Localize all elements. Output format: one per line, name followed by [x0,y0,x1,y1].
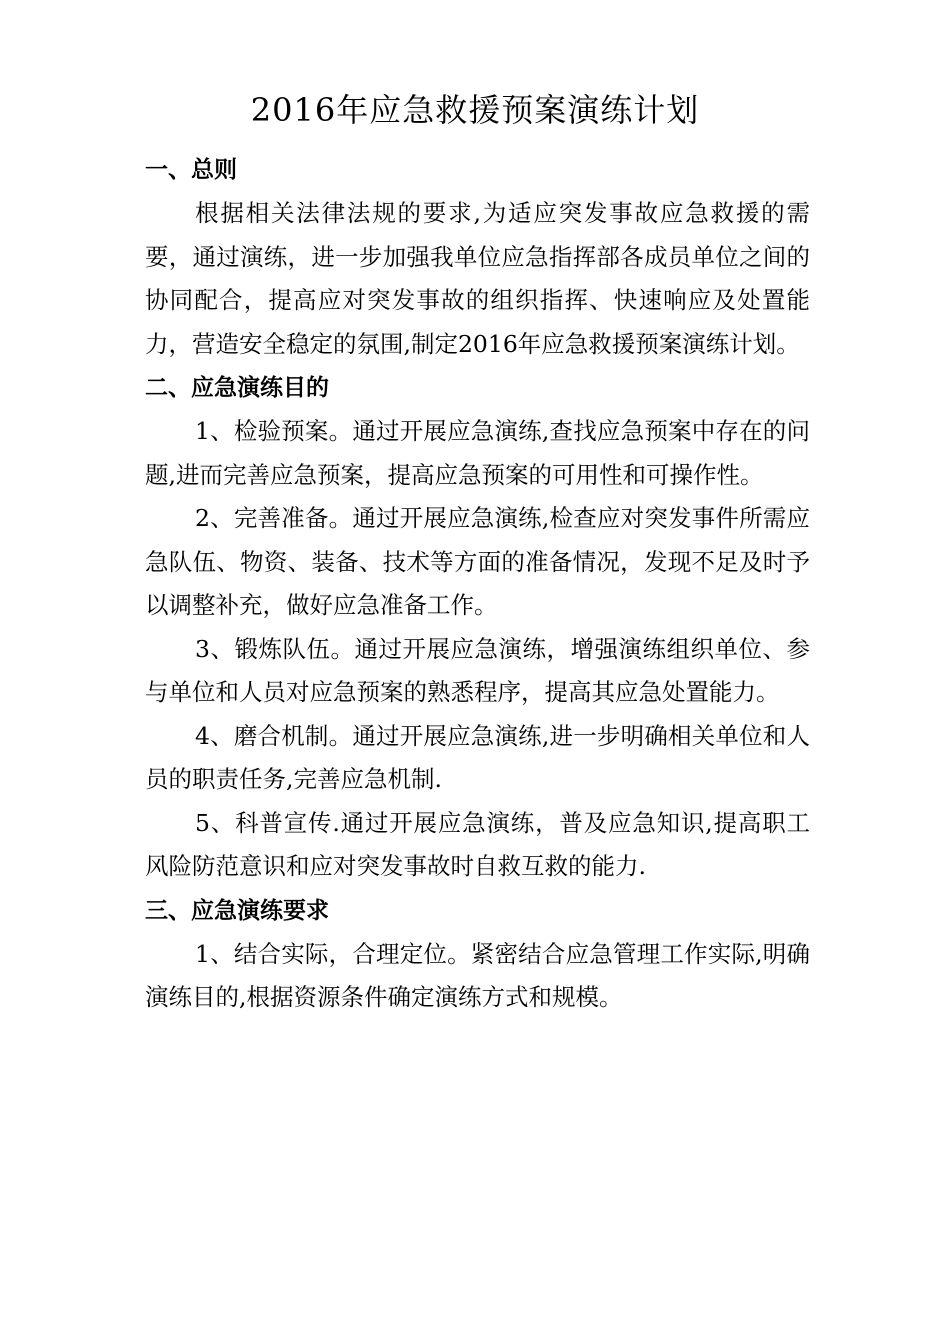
paragraph: 3、锻炼队伍。通过开展应急演练，增强演练组织单位、参与单位和人员对应急预案的熟悉程序，提高其应急处置能力。 [145,634,810,706]
section-drill-requirements [145,889,810,1020]
section-drill-purpose [145,366,810,889]
paragraph: 4、磨合机制。通过开展应急演练,进一步明确相关单位和人员的职责任务,完善应急机制. [145,721,810,793]
paragraph: 2、完善准备。通过开展应急演练,检查应对突发事件所需应急队伍、物资、装备、技术等方面的准备情况，发现不足及时予以调整补充，做好应急准备工作。 [145,504,810,619]
document-body [145,148,810,1020]
section-heading: 三、应急演练要求 [145,897,329,924]
paragraph: 1、结合实际，合理定位。紧密结合应急管理工作实际,明确演练目的,根据资源条件确定演练方式和规模。 [145,939,810,1011]
section-general [145,148,810,366]
document-title: 2016年应急救援预案演练计划 [250,91,700,129]
section-heading: 一、总则 [145,157,237,183]
paragraph: 5、科普宣传.通过开展应急演练，普及应急知识,提高职工风险防范意识和应对突发事故时自救互救的能力. [145,808,810,880]
section-heading: 二、应急演练目的 [145,375,329,401]
paragraph: 1、检验预案。通过开展应急演练,查找应急预案中存在的问题,进而完善应急预案，提高应急预案的可用性和可操作性。 [145,417,810,489]
paragraph: 根据相关法律法规的要求,为适应突发事故应急救援的需要，通过演练，进一步加强我单位应急指挥部各成员单位之间的协同配合，提高应对突发事故的组织指挥、快速响应及处置能力，营造安全稳定的氛围,制定2016年应急救援预案演练计划。 [145,199,810,358]
